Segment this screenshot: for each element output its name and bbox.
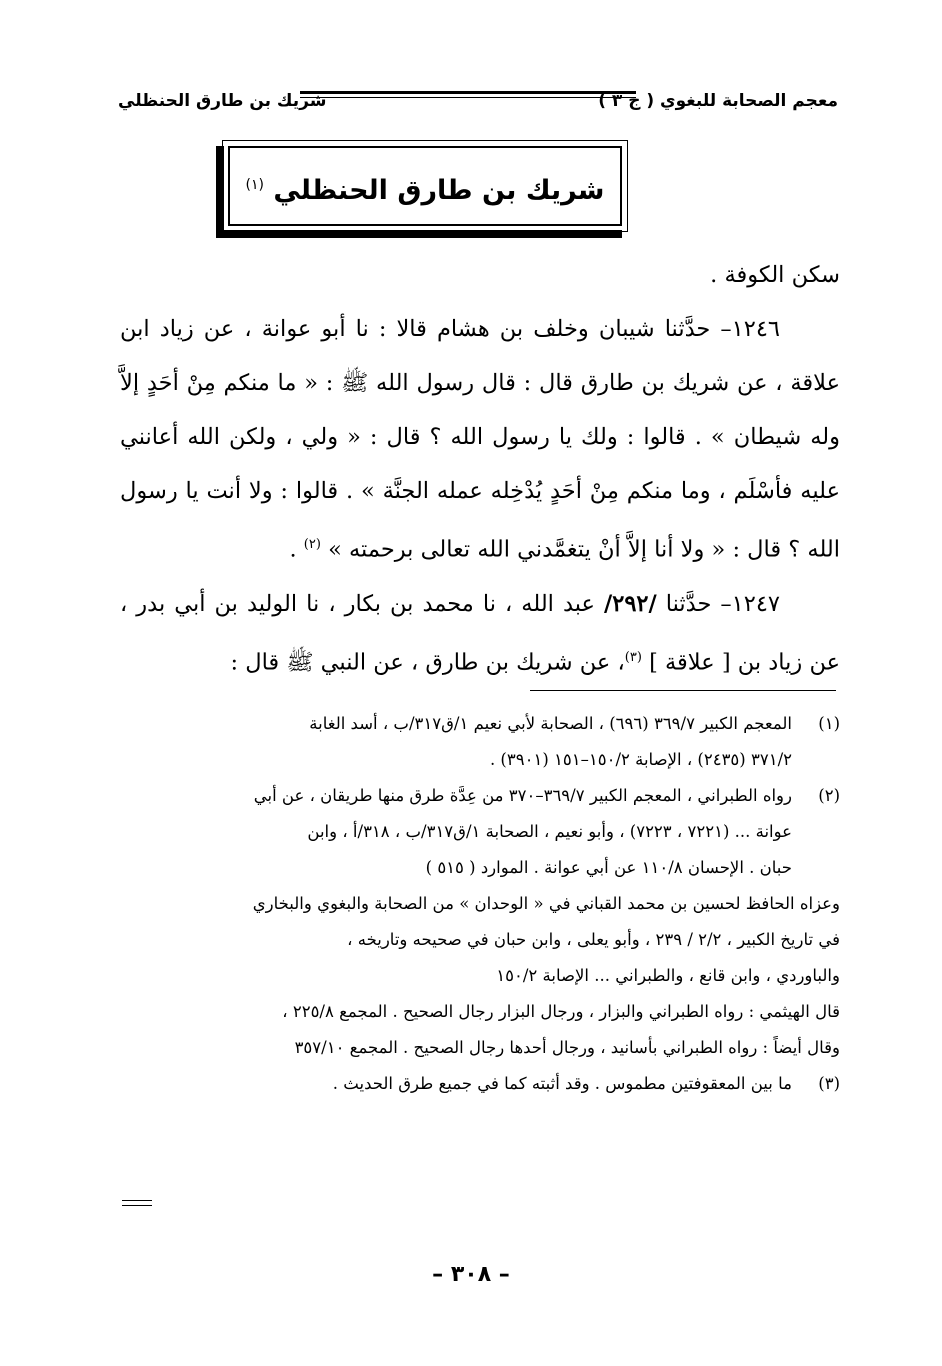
footnote-2: [120, 778, 840, 886]
main-text: [120, 248, 840, 689]
footnote-1: [120, 706, 840, 778]
page-number: – ٣٠٨ –: [432, 1262, 510, 1287]
hadith-1247-text-a: ١٢٤٧– حدَّثنا: [656, 590, 780, 617]
footnote-line: وعزاه الحافظ لحسين بن محمد القباني في « الوحدان » من الصحابة والبغوي والبخاري: [252, 894, 840, 913]
entry-title-note-ref: (١): [245, 177, 265, 193]
footnote-2-number: (٢): [818, 786, 840, 805]
footnote-line: رواه الطبراني ، المعجم الكبير ٣٦٩/٧–٣٧٠ من عِدَّة طرق منها طريقان ، عن أبي: [253, 786, 792, 805]
footnote-line: ما بين المعقوفتين مطموس . وقد أثبته كما في جميع طرق الحديث .: [332, 1074, 792, 1093]
header-book-title: معجم الصحابة للبغوي ( ج ٣ ): [598, 91, 838, 111]
hadith-1247-text-b: عبد الله ، نا محمد بن بكار ، نا الوليد بن أبي بدر ، عن زياد بن [ علاقة ]: [120, 590, 840, 675]
footnote-separator: [530, 690, 836, 691]
footnote-line: في تاريخ الكبير ، ٢/٢ / ٢٣٩ ، وأبو يعلى ، وابن حبان في صحيحه وتاريخه ،: [347, 930, 840, 949]
footnote-line: وقال أيضاً : رواه الطبراني بأسانيد ، ورجال أحدها رجال الصحيح . المجمع ٣٥٧/١٠: [294, 1038, 840, 1057]
footnote-1-number: (١): [818, 714, 840, 733]
entry-title: [240, 160, 610, 210]
footnote-3: [120, 1066, 840, 1102]
manuscript-folio-marker: /٢٩٢/: [604, 590, 657, 617]
end-mark: [122, 1200, 152, 1210]
hadith-1247-text-c: ، عن شريك بن طارق ، عن النبي ﷺ قال :: [230, 649, 625, 675]
entry-title-text: شريك بن طارق الحنظلي: [273, 175, 605, 206]
header-chapter-title: شريك بن طارق الحنظلي: [118, 91, 327, 111]
hadith-1247: [120, 577, 840, 690]
footnote-3-number: (٣): [818, 1074, 840, 1093]
hadith-1246: ١٢٤٦– حدَّثنا شيبان وخلف بن هشام قالا : نا أبو عوانة ، عن زياد ابن علاقة ، عن شريك بن طارق قال : قال رسول الله ﷺ : « ما منكم مِنْ أحَدٍ إلاَّ وله شيطان » . قالوا : ولك يا رسول الله ؟ قال : « ولي ، ولكن الله أعانني عليه فأسْلَم ، وما منكم مِنْ أحَدٍ يُدْخِله عمله الجنَّة » . قالوا : ولا أنت يا رسول الله ؟ قال : « ولا أنا إلاَّ أنْ يتغمَّدني الله تعالى برحمته » $^{(٢)}$ .: [120, 316, 840, 563]
footnote-line: قال الهيثمي : رواه الطبراني والبزار ، ورجال البزار رجال الصحيح . المجمع ٢٢٥/٨ ،: [282, 1002, 840, 1021]
footnote-line: المعجم الكبير ٣٦٩/٧ (٦٩٦) ، الصحابة لأبي نعيم ١/ق٣١٧/ب ، أسد الغابة: [309, 714, 792, 733]
hadith-1247-note-ref: (٣): [624, 649, 642, 665]
footnote-line: والباوردي ، وابن قانع ، والطبراني ... الإصابة ١٥٠/٢: [496, 966, 840, 985]
footnotes: [120, 706, 840, 1102]
footnote-line: ٣٧١/٢ (٢٤٣٥) ، الإصابة ١٥٠/٢–١٥١ (٣٩٠١) .: [489, 750, 792, 769]
header-rule: [300, 91, 636, 103]
footnote-line: عوانة ... (٧٢٢١ ، ٧٢٢٣) ، وأبو نعيم ، الصحابة ١/ق٣١٧/ب ، ٣١٨/أ ، وابن: [307, 822, 792, 841]
hadith-1246-note-ref: (٢): [303, 537, 321, 552]
footnote-line: حبان . الإحسان ١١٠/٨ عن أبي عوانة . الموارد ( ٥١٥ ): [425, 858, 792, 877]
hadith-1246-text: ١٢٤٦– حدَّثنا شيبان وخلف بن هشام قالا : نا أبو عوانة ، عن زياد ابن علاقة ، عن شريك بن طارق قال : قال رسول الله ﷺ : « ما منكم مِنْ أحَدٍ إلاَّ وله شيطان » . قالوا : ولك يا رسول الله ؟ قال : « ولي ، ولكن الله أعانني عليه فأسْلَم ، وما منكم مِنْ أحَدٍ يُدْخِله عمله الجنَّة » . قالوا : ولا أنت يا رسول الله ؟ قال : « ولا أنا إلاَّ أنْ يتغمَّدني الله تعالى برحمته »: [120, 316, 840, 563]
intro-line: سكن الكوفة .: [710, 262, 840, 288]
